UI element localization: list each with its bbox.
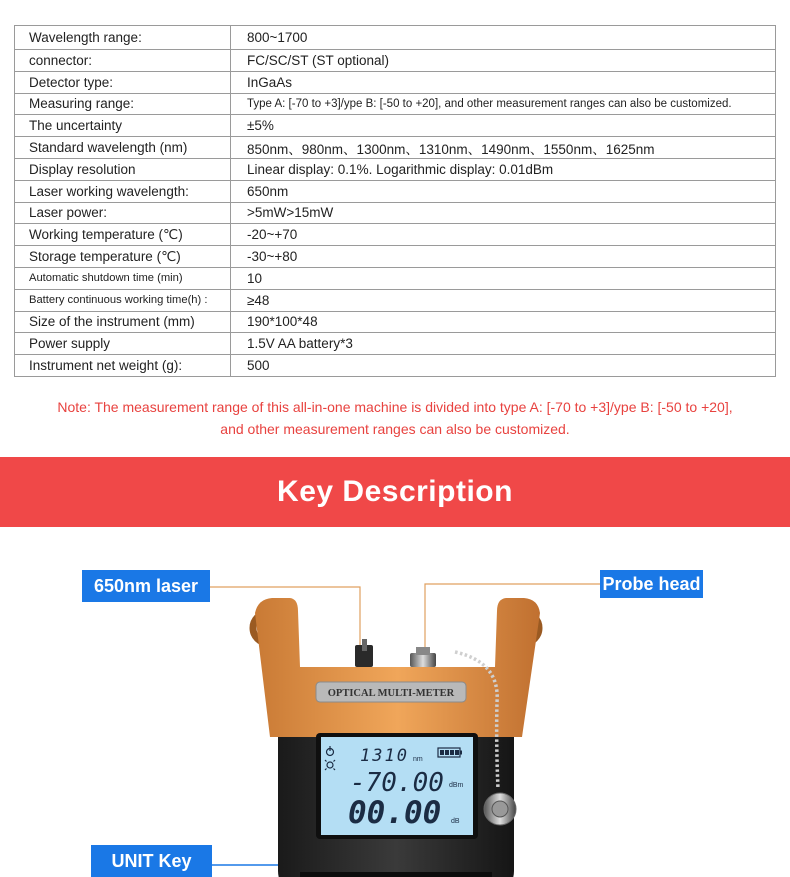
spec-value: 10 (231, 267, 776, 289)
table-row (15, 246, 776, 268)
table-row (15, 180, 776, 202)
label-plate-text: OPTICAL MULTI-METER (327, 688, 455, 699)
spec-label: Battery continuous working time(h) : (15, 289, 231, 311)
spec-label: Laser working wavelength: (15, 180, 231, 202)
lower-body-edge (300, 872, 492, 877)
banner-title: Key Description (277, 475, 513, 508)
spec-label: Size of the instrument (mm) (15, 311, 231, 333)
laser-callout-tag: 650nm laser (82, 570, 210, 602)
spec-label: Working temperature (℃) (15, 224, 231, 246)
table-row (15, 26, 776, 50)
section-banner (0, 457, 790, 527)
measurement-note (0, 396, 790, 440)
spec-value: InGaAs (231, 71, 776, 93)
device-illustration (0, 527, 790, 877)
lcd-power: -70.00 (350, 768, 444, 798)
spec-value: FC/SC/ST (ST optional) (231, 50, 776, 72)
spec-value: >5mW>15mW (231, 202, 776, 224)
spec-label: Storage temperature (℃) (15, 246, 231, 268)
spec-value: ≥48 (231, 289, 776, 311)
lcd-wavelength: 1310 (360, 746, 409, 766)
spec-label: Wavelength range: (15, 26, 231, 50)
spec-value: Type A: [-70 to +3]/ype B: [-50 to +20], and other measurement ranges can also be customized. (231, 93, 776, 115)
note-line-2: and other measurement ranges can also be customized. (220, 421, 570, 437)
probe-port (410, 653, 436, 667)
table-row (15, 93, 776, 115)
spec-value: 800~1700 (231, 26, 776, 50)
lcd-relative: 00.00 (348, 795, 442, 831)
table-row (15, 50, 776, 72)
note-line-1: Note: The measurement range of this all-in-one machine is divided into type A: [-70 to +3]/ype B: [-50 to +20], (57, 399, 733, 415)
spec-value: Linear display: 0.1%. Logarithmic display: 0.01dBm (231, 158, 776, 180)
spec-label: Automatic shutdown time (min) (15, 267, 231, 289)
table-row (15, 224, 776, 246)
spec-label: Power supply (15, 333, 231, 355)
table-row (15, 71, 776, 93)
spec-value: -30~+80 (231, 246, 776, 268)
table-row (15, 311, 776, 333)
spec-value: 850nm、980nm、1300nm、1310nm、1490nm、1550nm、1625nm (231, 137, 776, 159)
table-row (15, 289, 776, 311)
table-row (15, 158, 776, 180)
spec-table (14, 25, 776, 377)
table-row (15, 333, 776, 355)
table-row (15, 137, 776, 159)
lcd-wavelength-unit: nm (413, 756, 423, 763)
spec-label: connector: (15, 50, 231, 72)
spec-label: Measuring range: (15, 93, 231, 115)
spec-label: The uncertainty (15, 115, 231, 137)
probe-port-cap (416, 647, 430, 655)
dust-cap (484, 793, 516, 825)
unit-key-callout-tag: UNIT Key (91, 845, 212, 877)
spec-value: 190*100*48 (231, 311, 776, 333)
spec-value: 1.5V AA battery*3 (231, 333, 776, 355)
spec-label: Laser power: (15, 202, 231, 224)
table-row (15, 202, 776, 224)
spec-value: 500 (231, 355, 776, 377)
spec-value: 650nm (231, 180, 776, 202)
table-row (15, 267, 776, 289)
lcd-power-unit: dBm (449, 782, 464, 789)
spec-label: Standard wavelength (nm) (15, 137, 231, 159)
probe-callout-tag: Probe head (600, 570, 703, 598)
spec-value: ±5% (231, 115, 776, 137)
spec-value: -20~+70 (231, 224, 776, 246)
laser-port-tip (362, 639, 367, 651)
table-row (15, 115, 776, 137)
spec-label: Display resolution (15, 158, 231, 180)
spec-label: Instrument net weight (g): (15, 355, 231, 377)
lcd-relative-unit: dB (451, 818, 460, 825)
table-row (15, 355, 776, 377)
spec-label: Detector type: (15, 71, 231, 93)
